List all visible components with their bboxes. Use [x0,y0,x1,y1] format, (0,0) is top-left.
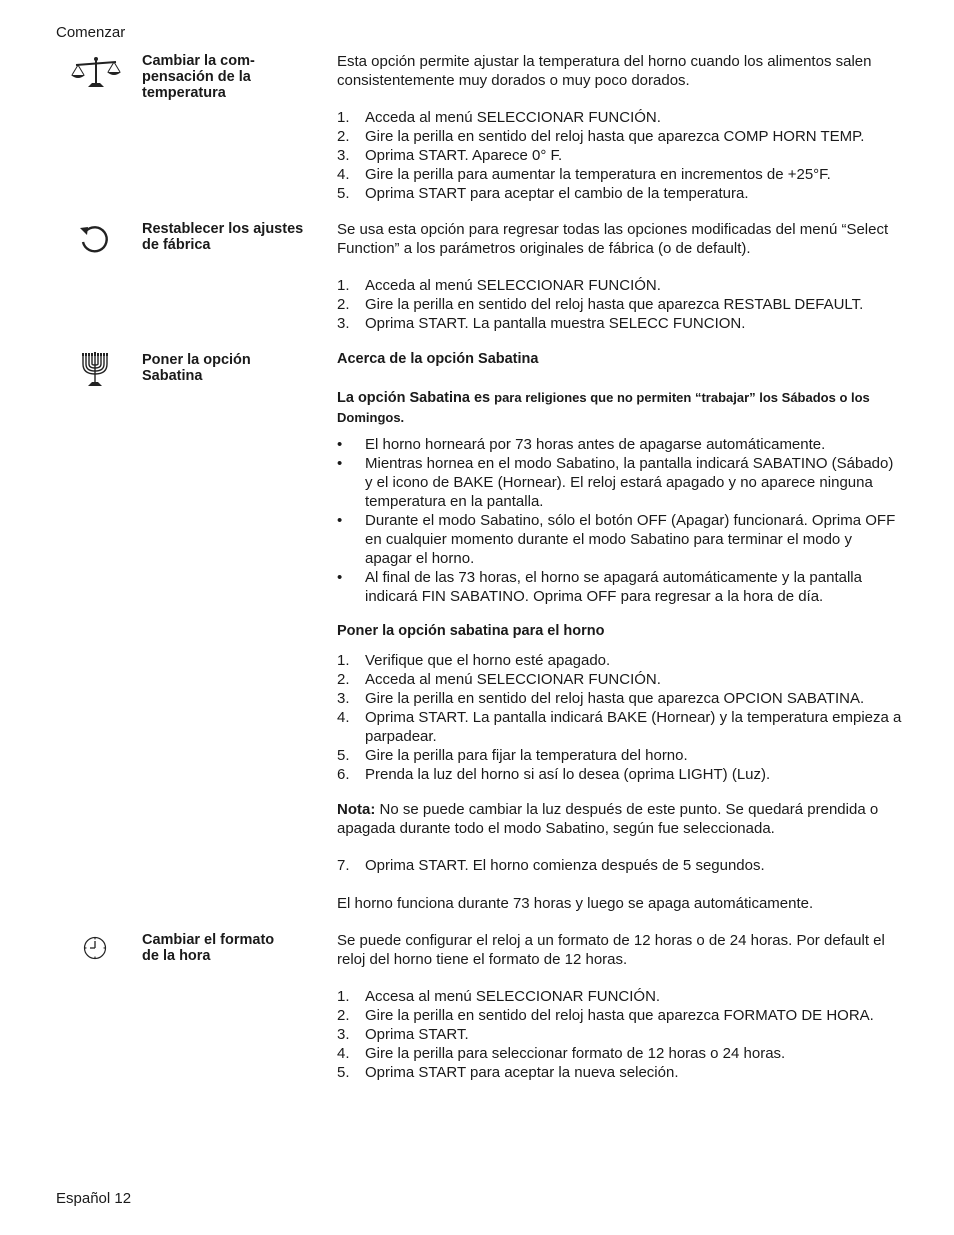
section-title-temp-comp: Cambiar la com- pensación de la temperatura [142,53,255,101]
list-item: • Al final de las 73 horas, el horno se apagará automáticamente y la pantalla indicará FIN SABATINO. Oprima OFF para regresar a la hora de día. [337,569,862,605]
reset-arrow-icon [78,222,112,261]
section-title-sabbath: Poner la opción Sabatina [142,352,251,384]
sabbath-closing: El horno funciona durante 73 horas y luego se apaga automáticamente. [337,895,814,912]
sabbath-set-heading: Poner la opción sabatina para el horno [337,623,605,639]
list-item: 2. Gire la perilla en sentido del reloj hasta que aparezca RESTABL DEFAULT. [337,296,864,313]
list-item: 4. Gire la perilla para seleccionar formato de 12 horas o 24 horas. [337,1045,786,1062]
list-item: • El horno horneará por 73 horas antes de apagarse automáticamente. [337,436,826,453]
sabbath-step-7 [337,856,907,875]
list-item: 5. Gire la perilla para fijar la temperatura del horno. [337,747,688,764]
temp-comp-steps [337,108,907,203]
list-item: 3. Oprima START. Aparece 0° F. [337,147,563,164]
list-item: 3. Oprima START. [337,1026,469,1043]
list-item: 6. Prenda la luz del horno si así lo desea (oprima LIGHT) (Luz). [337,766,771,783]
list-item: 1. Verifique que el horno esté apagado. [337,652,611,669]
page-footer: Español 12 [56,1190,132,1207]
balance-scale-icon [70,56,122,95]
list-item: 5. Oprima START para aceptar la nueva seleción. [337,1064,679,1081]
list-item: 3. Oprima START. La pantalla muestra SELECC FUNCION. [337,315,746,332]
list-item: 2. Gire la perilla en sentido del reloj hasta que aparezca FORMATO DE HORA. [337,1007,874,1024]
list-item: 2. Acceda al menú SELECCIONAR FUNCIÓN. [337,671,661,688]
list-item: 2. Gire la perilla en sentido del reloj hasta que aparezca COMP HORN TEMP. [337,128,865,145]
clock-description: Se puede configurar el reloj a un formato de 12 horas o de 24 horas. Por default el reloj del horno tiene el formato de 12 horas. [337,932,885,968]
list-item: 4. Gire la perilla para aumentar la temperatura en incrementos de +25°F. [337,166,831,183]
menorah-icon [80,352,110,393]
list-item: 4. Oprima START. La pantalla indicará BAKE (Hornear) y la temperatura empieza a parpadear. [337,709,902,745]
sabbath-steps [337,651,907,784]
sabbath-note: Nota: No se puede cambiar la luz después de este punto. Se quedará prendida o apagada durante todo el modo Sabatino, según fue seleccionada. [337,801,879,837]
list-item: 7. Oprima START. El horno comienza después de 5 segundos. [337,857,765,874]
sabbath-about-heading: Acerca de la opción Sabatina [337,351,539,367]
list-item: • Mientras hornea en el modo Sabatino, la pantalla indicará SABATINO (Sábado) y el icono de BAKE (Hornear). El reloj estará apagado y no aparece ninguna temperatura en la pantalla. [337,455,894,510]
sabbath-bullets [337,435,902,606]
list-item: 1. Accesa al menú SELECCIONAR FUNCIÓN. [337,988,661,1005]
section-title-clock: Cambiar el formato de la hora [142,932,275,964]
section-title-reset: Restablecer los ajustes de fábrica [142,221,304,253]
list-item: • Durante el modo Sabatino, sólo el botón OFF (Apagar) funcionará. Oprima OFF en cualquier momento durante el modo Sabatino para terminar el modo y apagar el horno. [337,512,896,567]
list-item: 5. Oprima START para aceptar el cambio de la temperatura. [337,185,749,202]
clock-icon [82,935,108,966]
sabbath-intro: La opción Sabatina es para religiones que no permiten “trabajar” los Sábados o los Domingos. [337,390,870,425]
list-item: 1. Acceda al menú SELECCIONAR FUNCIÓN. [337,109,661,126]
temp-comp-description: Esta opción permite ajustar la temperatura del horno cuando los alimentos salen consistentemente muy dorados o muy poco dorados. [337,53,872,89]
reset-description: Se usa esta opción para regresar todas las opciones modificadas del menú “Select Function” a los parámetros originales de fábrica (o de default). [337,221,889,257]
list-item: 1. Acceda al menú SELECCIONAR FUNCIÓN. [337,277,661,294]
running-header: Comenzar [56,24,126,41]
list-item: 3. Gire la perilla en sentido del reloj hasta que aparezca OPCION SABATINA. [337,690,865,707]
reset-steps [337,276,907,333]
clock-steps [337,987,907,1082]
